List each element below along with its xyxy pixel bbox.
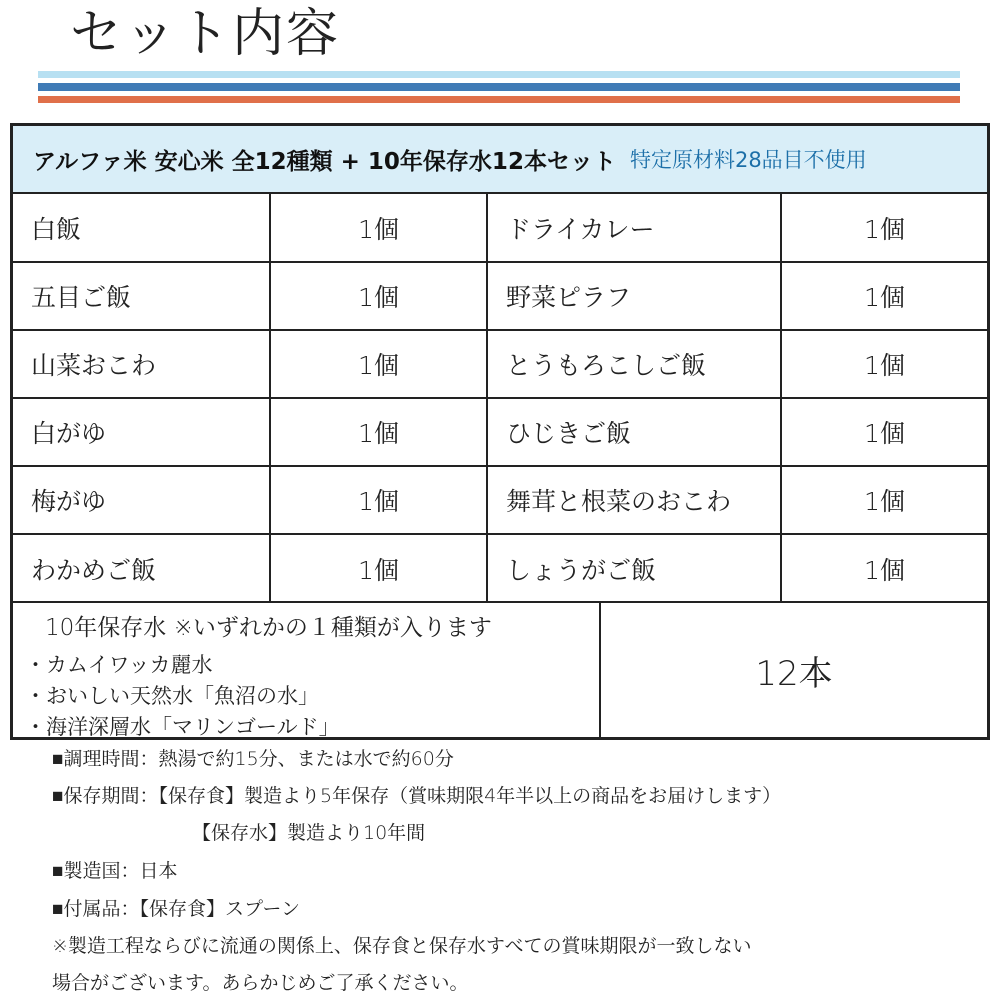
table-row <box>13 466 987 534</box>
header-allergen-note: 特定原材料28品目不使用 <box>629 148 867 172</box>
note-water-storage: 【保存水】製造より10年間 <box>192 822 426 844</box>
item-quantity: 1個 <box>781 534 987 602</box>
item-name: 舞茸と根菜のおこわ <box>487 466 781 534</box>
item-quantity: 1個 <box>781 466 987 534</box>
item-name: わかめご飯 <box>13 534 270 602</box>
item-quantity: 1個 <box>270 466 487 534</box>
item-quantity: 1個 <box>270 398 487 466</box>
item-quantity: 1個 <box>270 330 487 398</box>
water-option: ・カムイワッカ麗水 <box>25 653 213 677</box>
item-name: 梅がゆ <box>13 466 270 534</box>
item-quantity: 1個 <box>270 534 487 602</box>
water-quantity: 12本 <box>755 653 833 694</box>
water-description-cell <box>13 603 601 737</box>
table-row <box>13 534 987 602</box>
note-accessories: ■付属品：【保存食】スプーン <box>52 898 301 920</box>
item-quantity: 1個 <box>270 194 487 262</box>
item-name: ひじきご飯 <box>487 398 781 466</box>
item-name: 白がゆ <box>13 398 270 466</box>
set-contents-table <box>10 123 990 740</box>
divider-stripe-orange <box>38 96 960 103</box>
item-quantity: 1個 <box>781 398 987 466</box>
table-row <box>13 398 987 466</box>
note-storage-period: ■保存期間：【保存食】製造より5年保存（賞味期限4年半以上の商品をお届けします） <box>52 785 782 807</box>
divider-stripe-light-blue <box>38 71 960 78</box>
item-name: 五目ご飯 <box>13 262 270 330</box>
note-disclaimer-continued: 場合がございます。あらかじめご了承ください。 <box>52 972 469 994</box>
item-name: 山菜おこわ <box>13 330 270 398</box>
table-row <box>13 194 987 262</box>
water-row <box>13 601 987 737</box>
item-name: 白飯 <box>13 194 270 262</box>
item-quantity: 1個 <box>781 194 987 262</box>
divider-stripe-blue <box>38 83 960 91</box>
page-title: セット内容 <box>70 4 341 64</box>
note-country: ■製造国：日本 <box>52 860 178 882</box>
item-name: しょうがご飯 <box>487 534 781 602</box>
note-cooking-time: ■調理時間：熱湯で約15分、または水で約60分 <box>52 748 454 770</box>
item-grid <box>13 194 987 602</box>
table-row <box>13 262 987 330</box>
item-name: とうもろこしご飯 <box>487 330 781 398</box>
item-name: ドライカレー <box>487 194 781 262</box>
item-quantity: 1個 <box>781 330 987 398</box>
item-name: 野菜ピラフ <box>487 262 781 330</box>
header-product-name: アルファ米 安心米 全12種類 + 10年保存水12本セット <box>33 148 616 175</box>
item-quantity: 1個 <box>270 262 487 330</box>
table-header <box>13 126 987 194</box>
water-option: ・おいしい天然水「魚沼の水」 <box>25 684 319 708</box>
water-title: 10年保存水 ※いずれかの１種類が入ります <box>45 615 492 641</box>
table-row <box>13 330 987 398</box>
water-option: ・海洋深層水「マリンゴールド」 <box>25 715 340 739</box>
note-disclaimer: ※製造工程ならびに流通の関係上、保存食と保存水すべての賞味期限が一致しない <box>52 935 752 957</box>
item-quantity: 1個 <box>781 262 987 330</box>
